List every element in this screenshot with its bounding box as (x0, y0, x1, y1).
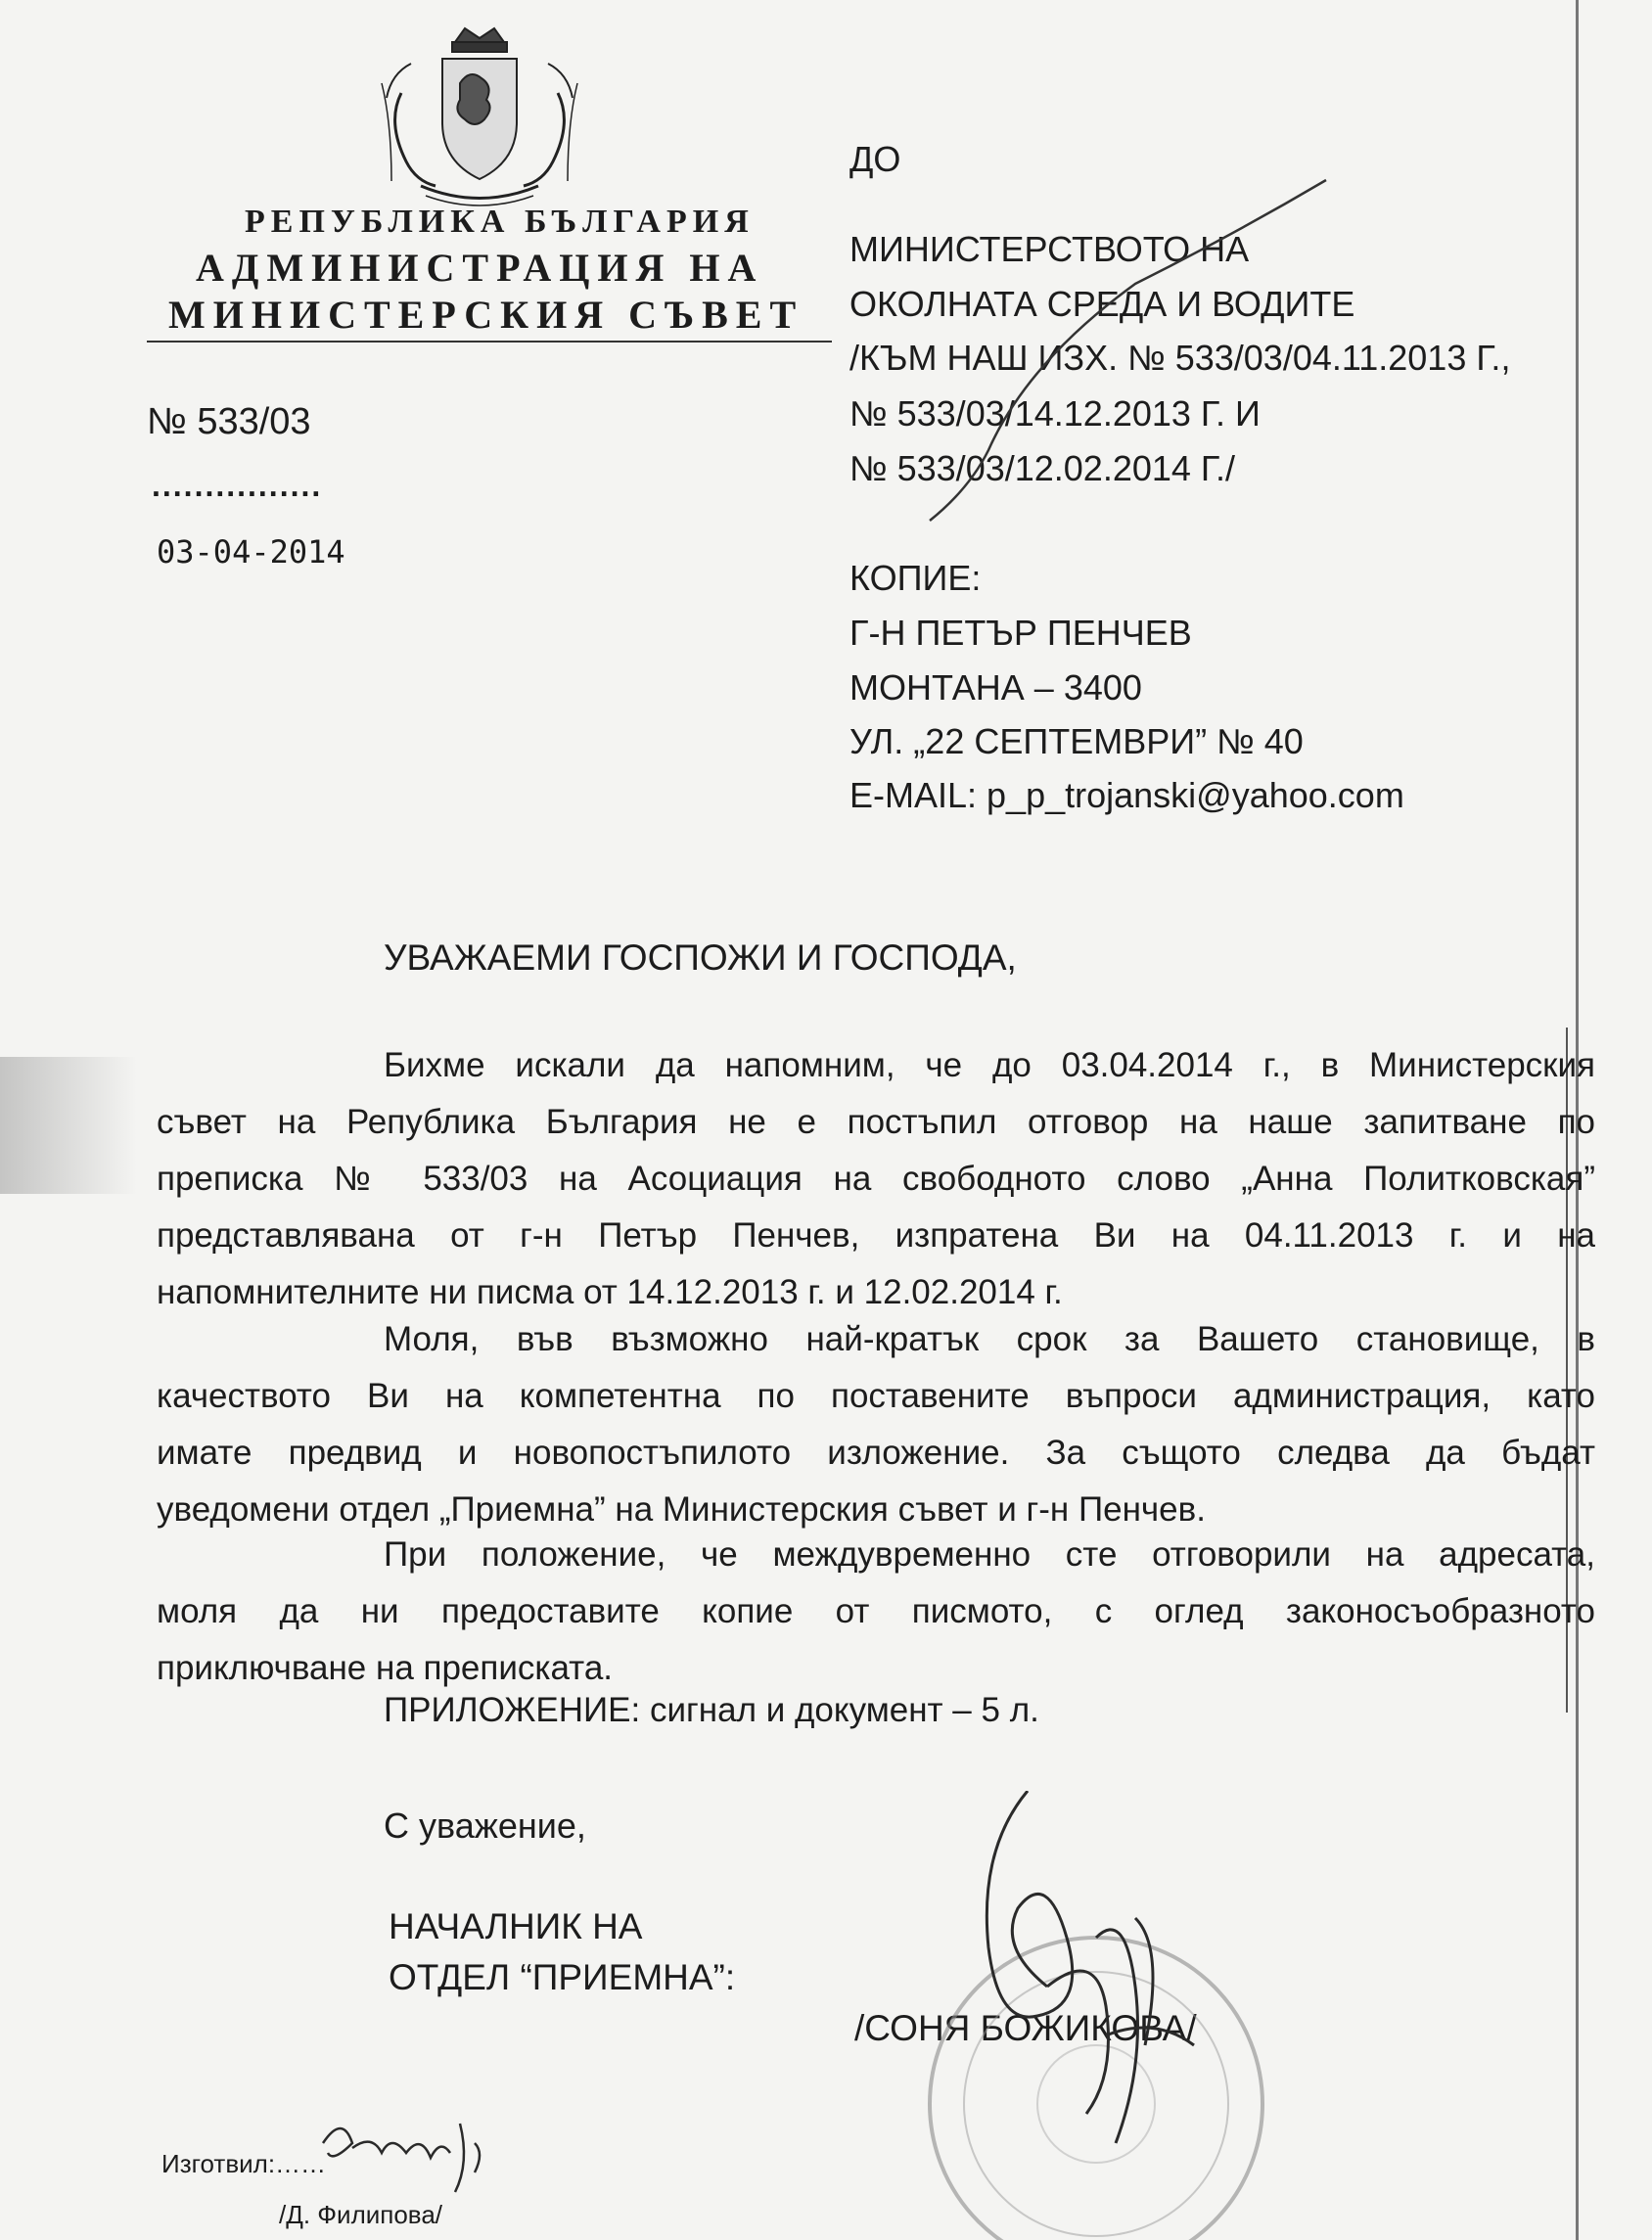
reference-number: № 533/03 (147, 401, 311, 442)
copy-line: Г-Н ПЕТЪР ПЕНЧЕВ (849, 613, 1192, 653)
recipient-line: /КЪМ НАШ ИЗХ. № 533/03/04.11.2013 Г., (849, 338, 1511, 378)
reference-date-stamp: 03-04-2014 (157, 533, 345, 571)
attachment-note: ПРИЛОЖЕНИЕ: сигнал и документ – 5 л. (384, 1691, 1039, 1729)
paragraph-line: преписка № 533/03 на Асоциация на свободното слово „Анна Политковская” (157, 1160, 1595, 1198)
paragraph-1 (157, 1037, 1595, 1321)
copy-email-line: E-MAIL: p_p_trojanski@yahoo.com (849, 775, 1404, 815)
paragraph-line: качеството Ви на компетентна по поставените въпроси администрация, като (157, 1377, 1595, 1415)
republic-heading: РЕПУБЛИКА БЪЛГАРИЯ (245, 204, 755, 240)
paragraph-line: представлявана от г-н Петър Пенчев, изпратена Ви на 04.11.2013 г. и на (157, 1216, 1595, 1255)
recipient-line: № 533/03/14.12.2013 Г. И (849, 393, 1261, 434)
paragraph-line: приключване на преписката. (157, 1649, 614, 1687)
official-stamp (920, 1908, 1272, 2240)
copy-label: КОПИЕ: (849, 558, 982, 598)
recipient-to: ДО (849, 139, 901, 179)
paragraph-line: уведомени отдел „Приемна” на Министерския съвет и г-н Пенчев. (157, 1490, 1206, 1529)
copy-line: УЛ. „22 СЕПТЕМВРИ” № 40 (849, 721, 1304, 761)
signature (940, 1791, 1253, 2202)
paragraph-line: моля да ни предоставите копие от писмото, с оглед законосъобразното (157, 1592, 1595, 1630)
paragraph-line: При положение, че междувременно сте отговорили на адресата, (384, 1535, 1595, 1574)
paragraph-line: Моля, във възможно най-кратък срок за Вашето становище, в (384, 1320, 1595, 1358)
administration-heading-line1: АДМИНИСТРАЦИЯ НА (196, 246, 764, 290)
header-divider (147, 341, 832, 343)
greeting: УВАЖАЕМИ ГОСПОЖИ И ГОСПОДА, (384, 937, 1017, 978)
paragraph-line: имате предвид и новопостъпилото изложение. За същото следва да бъдат (157, 1434, 1595, 1472)
signer-title-line1: НАЧАЛНИК НА (389, 1906, 643, 1946)
paragraph-3 (157, 1527, 1595, 1697)
paragraph-2 (157, 1311, 1595, 1538)
reference-dots: ................ (152, 468, 323, 503)
preparer-signature (313, 2104, 489, 2202)
coat-of-arms-emblem (362, 24, 597, 210)
scan-shadow (0, 1057, 137, 1194)
copy-line: МОНТАНА – 3400 (849, 667, 1142, 708)
prepared-by-name: /Д. Филипова/ (279, 2200, 443, 2229)
recipient-line: МИНИСТЕРСТВОТО НА (849, 229, 1250, 269)
recipient-line: № 533/03/12.02.2014 Г./ (849, 448, 1236, 488)
regards: С уважение, (384, 1806, 586, 1846)
signer-name: /СОНЯ БОЖИКОВА/ (854, 2008, 1197, 2048)
recipient-line: ОКОЛНАТА СРЕДА И ВОДИТЕ (849, 284, 1355, 324)
paragraph-line: съвет на Република България не е постъпил отговор на наше запитване по (157, 1103, 1595, 1141)
administration-heading-line2: МИНИСТЕРСКИЯ СЪВЕТ (168, 293, 804, 337)
paragraph-line: напомнителните ни писма от 14.12.2013 г. и 12.02.2014 г. (157, 1273, 1063, 1311)
paragraph-line: Бихме искали да напомним, че до 03.04.2014 г., в Министерския (384, 1046, 1595, 1084)
prepared-by-label: Изготвил:…… (161, 2149, 327, 2178)
signer-title-line2: ОТДЕЛ “ПРИЕМНА”: (389, 1957, 736, 1997)
